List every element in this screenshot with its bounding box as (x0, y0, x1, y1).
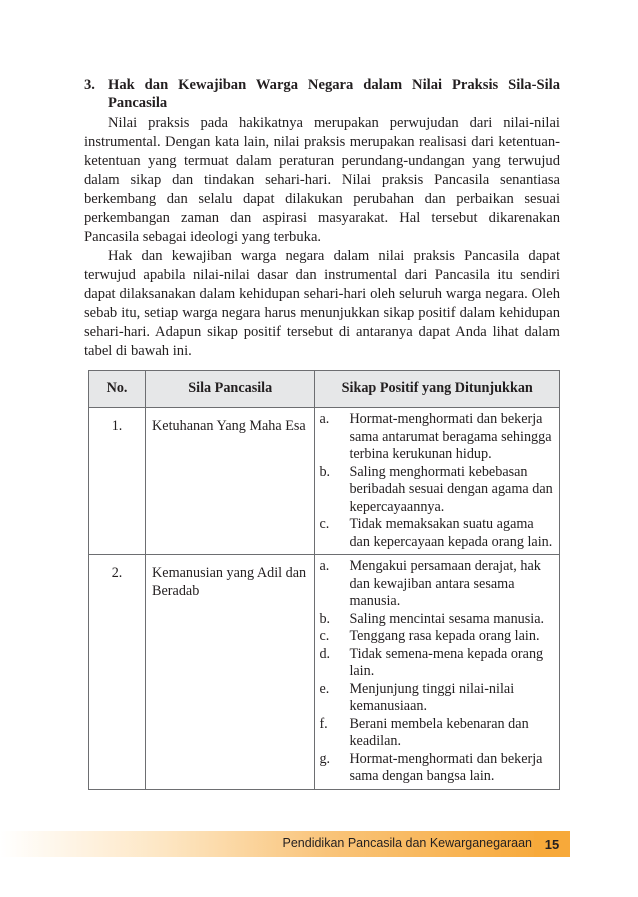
header-sikap: Sikap Positif yang Ditunjukkan (315, 371, 560, 408)
list-item-text: Saling mencintai sesama manusia. (349, 610, 545, 627)
list-item (319, 411, 555, 464)
list-item-text: Hormat-menghormati dan bekerja sama antarumat beragama sehingga terbina kerukunan hidup. (349, 411, 552, 462)
header-sila: Sila Pancasila (146, 371, 315, 408)
list-item-text: Hormat-menghormati dan bekerja sama dengan bangsa lain. (349, 750, 543, 784)
list-item (319, 628, 555, 646)
list-item-letter: f. (319, 715, 328, 732)
list-item (319, 681, 555, 716)
list-item-text: Tidak memaksakan suatu agama dan kepercayaan kepada orang lain. (349, 516, 553, 550)
row-sila: Kemanusian yang Adil dan Beradab (146, 555, 315, 790)
list-item-letter: a. (319, 411, 330, 427)
list-item-letter: d. (319, 645, 331, 662)
table-body (89, 408, 560, 790)
footer-bar (0, 831, 546, 857)
list-item (319, 558, 555, 611)
row-sila: Ketuhanan Yang Maha Esa (146, 408, 315, 555)
list-item (319, 751, 555, 786)
section-number: 3. (84, 77, 95, 93)
list-item-letter: b. (319, 463, 331, 480)
table-row (89, 408, 560, 555)
list-item-letter: g. (319, 750, 331, 767)
footer-book-title: Pendidikan Pancasila dan Kewarganegaraan (282, 836, 532, 850)
list-item-letter: b. (319, 610, 331, 627)
paragraph-2: Hak dan kewajiban warga negara dalam nilai praksis Pancasila dapat terwujud apabila nilai-nilai dasar dan instrumental dari Pancasila itu sendiri dapat dilaksanakan dalam kehidupan sehari-hari oleh seluruh warga negara. Oleh sebab itu, setiap warga negara harus menunjukkan sikap positif dalam kehidupan sehari-hari. Adapun sikap positif tersebut di antaranya dapat Anda lihat dalam tabel di bawah ini. (84, 248, 560, 359)
row-number: 2. (89, 555, 146, 790)
section-heading (84, 76, 560, 112)
row-number: 1. (89, 408, 146, 555)
list-item-letter: a. (319, 558, 330, 574)
row-sikap-list (315, 408, 560, 555)
table-row (89, 555, 560, 790)
list-item-text: Saling menghormati kebebasan beribadah sesuai dengan agama dan kepercayaannya. (349, 463, 553, 515)
list-item-text: Tenggang rasa kepada orang lain. (349, 628, 540, 644)
section-title: Hak dan Kewajiban Warga Negara dalam Nilai Praksis Sila-Sila Pancasila (108, 77, 560, 111)
table-header-row (89, 371, 560, 408)
paragraph-1: Nilai praksis pada hakikatnya merupakan perwujudan dari nilai-nilai instrumental. Dengan kata lain, nilai praksis merupakan realisasi dari ketentuan-ketentuan yang termuat dalam peraturan perundang-undangan yang terwujud dalam sikap dan tindakan sehari-hari. Nilai praksis Pancasila senantiasa berkembang dan selalu dapat dilakukan perubahan dan perbaikan sesuai perkembangan zaman dan aspirasi masyarakat. Hal tersebut dikarenakan Pancasila sebagai ideologi yang terbuka. (84, 115, 560, 245)
list-item-text: Berani membela kebenaran dan keadilan. (349, 715, 529, 749)
sikap-positif-table (88, 370, 560, 790)
list-item (319, 716, 555, 751)
page-number: 15 (534, 831, 570, 857)
list-item-letter: e. (319, 680, 330, 697)
row-sikap-list (315, 555, 560, 790)
list-item-text: Menjunjung tinggi nilai-nilai kemanusiaan. (349, 680, 515, 714)
list-item (319, 646, 555, 681)
list-item (319, 464, 555, 517)
list-item (319, 611, 555, 629)
page-content (84, 76, 560, 790)
list-item-text: Tidak semena-mena kepada orang lain. (349, 645, 544, 679)
list-item (319, 516, 555, 551)
list-item-text: Mengakui persamaan derajat, hak dan kewajiban antara sesama manusia. (349, 558, 541, 609)
list-item-letter: c. (319, 516, 330, 532)
header-no: No. (89, 371, 146, 408)
list-item-letter: c. (319, 628, 330, 644)
